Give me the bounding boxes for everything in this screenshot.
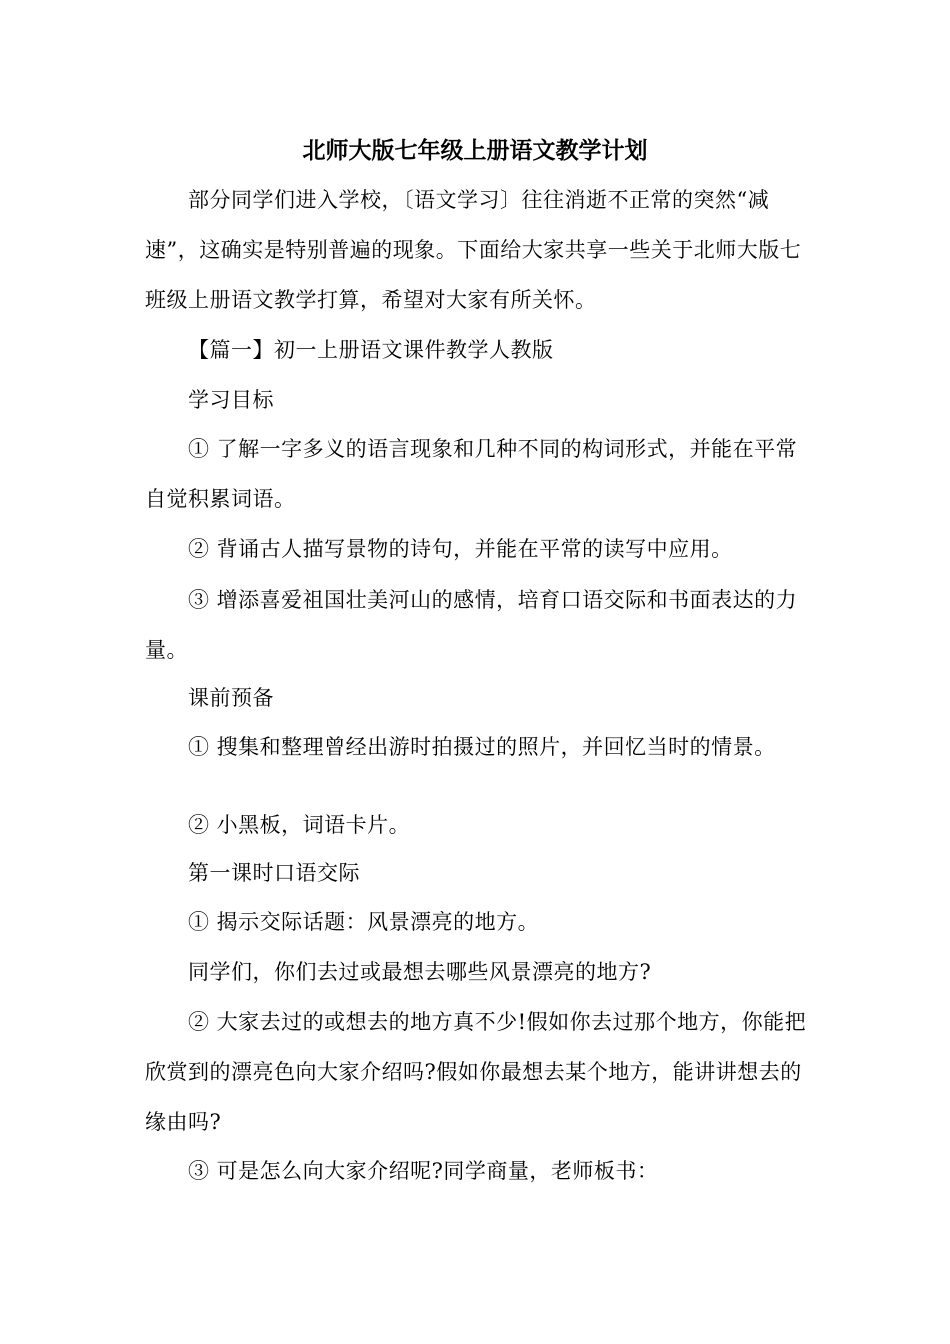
paragraph-prep-2: ② 小黑板，词语卡片。 (188, 813, 411, 837)
paragraph-question: 同学们，你们去过或最想去哪些风景漂亮的地方? (188, 960, 652, 984)
paragraph-goal-2: ② 背诵古人描写景物的诗句，并能在平常的读写中应用。 (188, 537, 733, 561)
paragraph-prep-1: ① 搜集和整理曾经出游时拍摄过的照片，并回忆当时的情景。 (188, 735, 776, 759)
paragraph-step-2: ② 大家去过的或想去的地方真不少!假如你去过那个地方，你能把欣赏到的漂亮色向大家介绍吗?假如你最想去某个地方，能讲讲想去的缘由吗? (145, 1010, 807, 1134)
paragraph-intro: 部分同学们进入学校，〔语文学习〕往往消逝不正常的突然“减速”，这确实是特别普遍的现象。下面给大家共享一些关于北师大版七班级上册语文教学打算，希望对大家有所关怀。 (145, 188, 802, 312)
document-title: 北师大版七年级上册语文教学计划 (302, 137, 648, 164)
paragraph-step-1: ① 揭示交际话题：风景漂亮的地方。 (188, 910, 540, 934)
paragraph-lesson-one: 第一课时口语交际 (188, 861, 360, 885)
paragraph-preparation: 课前预备 (188, 686, 274, 710)
paragraph-section-heading: 【篇一】初一上册语文课件教学人教版 (188, 338, 554, 362)
paragraph-step-3: ③ 可是怎么向大家介绍呢?同学商量，老师板书： (188, 1159, 659, 1183)
paragraph-goal-1: ① 了解一字多义的语言现象和几种不同的构词形式，并能在平常自觉积累词语。 (145, 437, 798, 511)
paragraph-learning-goals: 学习目标 (188, 388, 274, 412)
paragraph-goal-3: ③ 增添喜爱祖国壮美河山的感情，培育口语交际和书面表达的力量。 (145, 588, 798, 662)
